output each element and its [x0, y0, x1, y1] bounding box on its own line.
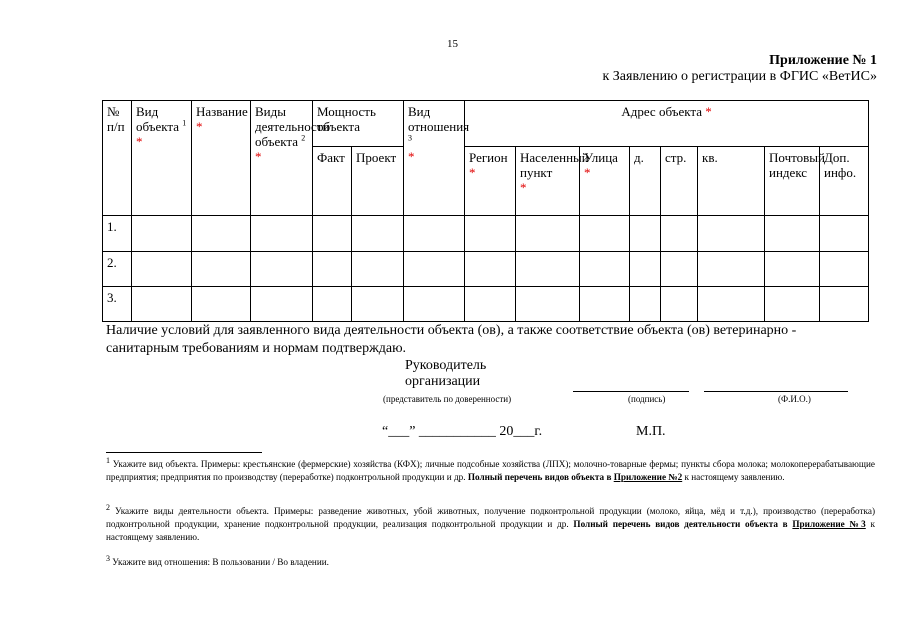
signatory-role: Руководитель организации	[405, 358, 487, 389]
table-cell[interactable]	[516, 287, 580, 322]
required-mark: *	[705, 104, 712, 119]
table-cell[interactable]	[352, 216, 404, 252]
header-capacity-fact: Факт	[313, 147, 352, 216]
objects-table	[102, 100, 869, 322]
table-row	[103, 252, 869, 287]
header-num: № п/п	[103, 101, 132, 216]
table-cell[interactable]	[251, 216, 313, 252]
footnote-ref-3: 3	[408, 133, 413, 143]
table-cell[interactable]	[516, 252, 580, 287]
stamp-place: М.П.	[636, 424, 666, 439]
header-object-type: Вид объекта $^1$ *	[132, 101, 192, 216]
confirmation-text: Наличие условий для заявленного вида деятельности объекта (ов), а также соответствие объекта (ов) ветеринарно - санитарным требованиям и нормам подтверждаю.	[106, 323, 797, 356]
full-name-caption: (Ф.И.О.)	[778, 394, 811, 404]
table-cell[interactable]	[313, 216, 352, 252]
table-cell[interactable]	[313, 252, 352, 287]
header-activity: Виды деятельности объекта $^2$ *	[251, 101, 313, 216]
table-cell[interactable]	[132, 252, 192, 287]
header-address: Адрес объекта *	[465, 101, 869, 147]
table-row	[103, 287, 869, 322]
role-caption: (представитель по доверенности)	[383, 394, 512, 404]
required-mark: *	[196, 119, 203, 134]
header-extra: Доп. инфо.	[820, 147, 869, 216]
row-number: 3.	[103, 287, 132, 322]
footnote-ref-2: 2	[301, 133, 306, 143]
header-name: Название *	[192, 101, 251, 216]
row-number: 2.	[103, 252, 132, 287]
table-cell[interactable]	[352, 252, 404, 287]
required-mark: *	[255, 149, 262, 164]
table-cell[interactable]	[661, 287, 698, 322]
table-cell[interactable]	[698, 252, 765, 287]
table-cell[interactable]	[352, 287, 404, 322]
header-settlement: Населенный пункт *	[516, 147, 580, 216]
page-number: 15	[447, 38, 458, 50]
table-cell[interactable]	[580, 252, 630, 287]
table-cell[interactable]	[580, 287, 630, 322]
header-apartment: кв.	[698, 147, 765, 216]
row-number: 1.	[103, 216, 132, 252]
table-cell[interactable]	[820, 287, 869, 322]
table-cell[interactable]	[516, 216, 580, 252]
table-cell[interactable]	[661, 216, 698, 252]
table-cell[interactable]	[465, 287, 516, 322]
table-cell[interactable]	[192, 287, 251, 322]
table-cell[interactable]	[132, 216, 192, 252]
appendix-3-link[interactable]: Приложение №3	[792, 519, 866, 529]
table-cell[interactable]	[765, 287, 820, 322]
appendix-title: Приложение № 1	[769, 53, 877, 68]
table-cell[interactable]	[404, 252, 465, 287]
footnote-separator	[106, 452, 262, 453]
table-cell[interactable]	[698, 287, 765, 322]
footnote-3: $^3$ Укажите вид отношения: В пользовании / Во владении.	[106, 553, 329, 567]
required-mark: *	[584, 165, 591, 180]
date-field[interactable]: “___” ___________ 20___г.	[382, 424, 543, 439]
table-cell[interactable]	[698, 216, 765, 252]
table-cell[interactable]	[580, 216, 630, 252]
table-cell[interactable]	[132, 287, 192, 322]
signature-caption: (подпись)	[628, 394, 666, 404]
table-cell[interactable]	[192, 252, 251, 287]
appendix-subtitle: к Заявлению о регистрации в ФГИС «ВетИС»	[602, 69, 877, 84]
full-name-line[interactable]	[704, 391, 848, 392]
table-cell[interactable]	[251, 287, 313, 322]
table-cell[interactable]	[661, 252, 698, 287]
header-capacity: Мощность объекта	[313, 101, 404, 147]
required-mark: *	[408, 149, 415, 164]
table-cell[interactable]	[465, 216, 516, 252]
appendix-2-link[interactable]: Приложение №2	[613, 472, 683, 482]
table-cell[interactable]	[820, 216, 869, 252]
header-building: стр.	[661, 147, 698, 216]
header-house: д.	[630, 147, 661, 216]
footnote-2: $^2$ Укажите виды деятельности объекта. Примеры: разведение животных, убой животных, получение подконтрольной продукции (молоко, яйца, мёд и т.д.), производство (переработка) подконтрольной продукции, хранение подконтрольной продукции, реализация подконтрольной продукции и др. Полный перечень видов деятельности объекта в Приложение №3 к настоящему заявлению.	[106, 502, 875, 542]
footnote-1: $^1$ Укажите вид объекта. Примеры: крестьянские (фермерские) хозяйства (КФХ); личные подсобные хозяйства (ЛПХ); молочно-товарные фермы; пункты сбора молока; молокоперерабатывающие предприятия; предприятия по производству (переработке) подконтрольной продукции и др. Полный перечень видов объекта в Приложение №2 к настоящему заявлению.	[106, 455, 875, 482]
signature-line[interactable]	[573, 391, 689, 392]
table-cell[interactable]	[765, 252, 820, 287]
table-cell[interactable]	[313, 287, 352, 322]
required-mark: *	[520, 180, 527, 195]
table-cell[interactable]	[251, 252, 313, 287]
table-cell[interactable]	[404, 287, 465, 322]
required-mark: *	[136, 134, 143, 149]
table-cell[interactable]	[404, 216, 465, 252]
header-region: Регион *	[465, 147, 516, 216]
table-cell[interactable]	[765, 216, 820, 252]
table-cell[interactable]	[465, 252, 516, 287]
table-cell[interactable]	[192, 216, 251, 252]
table-cell[interactable]	[820, 252, 869, 287]
header-postcode: Почтовый индекс	[765, 147, 820, 216]
footnote-ref-1: 1	[182, 118, 187, 128]
required-mark: *	[469, 165, 476, 180]
table-row	[103, 216, 869, 252]
table-cell[interactable]	[630, 252, 661, 287]
header-relation: Вид отношения $^3$ *	[404, 101, 465, 216]
table-cell[interactable]	[630, 216, 661, 252]
table-cell[interactable]	[630, 287, 661, 322]
header-capacity-project: Проект	[352, 147, 404, 216]
header-street: Улица *	[580, 147, 630, 216]
